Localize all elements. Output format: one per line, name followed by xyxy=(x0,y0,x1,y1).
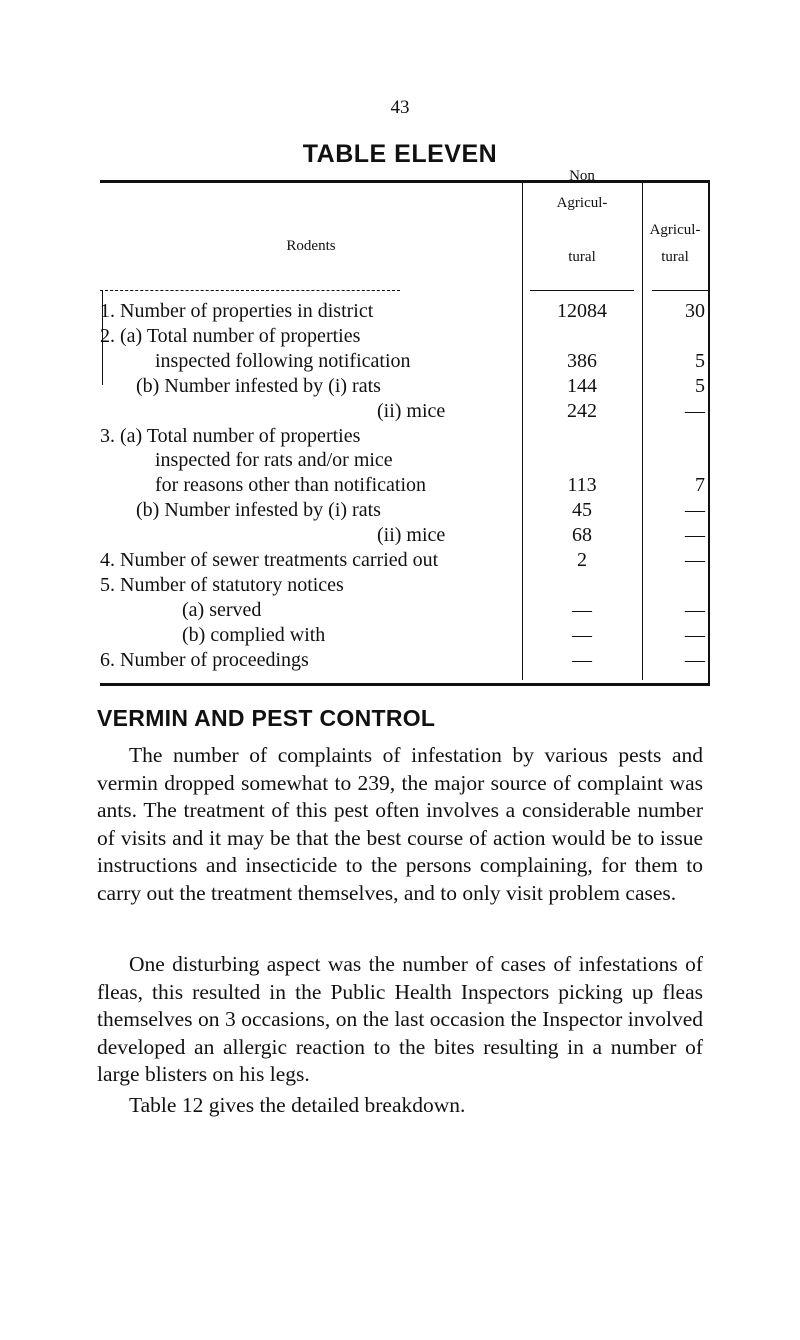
row-label: Number of proceedings xyxy=(120,648,309,671)
header-non-agricultural xyxy=(522,163,642,271)
row-label: (ii) mice xyxy=(377,524,446,547)
non-agricultural-value: 45 xyxy=(572,499,592,522)
header-non-agricultural-line: Agricul- xyxy=(556,195,608,211)
agricultural-value: 5 xyxy=(695,374,705,397)
agricultural-value: — xyxy=(685,598,705,621)
non-agricultural-value: 2 xyxy=(577,549,587,571)
agricultural-value: — xyxy=(685,524,705,547)
agricultural-value: 5 xyxy=(695,349,705,372)
row-number: 3. xyxy=(100,424,115,447)
header-underline xyxy=(100,290,400,292)
row-label: (ii) mice xyxy=(377,399,446,422)
paragraph: The number of complaints of infestation by various pests and vermin dropped somewhat to 239, the major source of complaint was ants. The treatment of this pest often involves a considerable number of visits and it may be that the best course of action would be to issue instructions and insecticide to the persons complaining, for them to carry out the treatment themselves, and to only visit problem cases. xyxy=(97,743,703,905)
row-label: (a) served xyxy=(182,598,262,621)
agricultural-value: 30 xyxy=(685,300,705,322)
header-agricultural-line: Agricul- xyxy=(649,222,701,238)
row-label: (a) Total number of properties xyxy=(120,324,361,347)
section-title: VERMIN AND PEST CONTROL xyxy=(97,705,436,731)
non-agricultural-value: 113 xyxy=(567,474,597,497)
agricultural-value: — xyxy=(685,399,705,422)
row-number: 4. xyxy=(100,549,115,571)
agricultural-value: — xyxy=(685,549,705,571)
agricultural-value: — xyxy=(685,648,705,671)
header-rodents: Rodents xyxy=(286,238,336,254)
header-underline xyxy=(530,290,634,291)
row-label: inspected for rats and/or mice xyxy=(155,449,393,472)
non-agricultural-value: 144 xyxy=(567,374,597,397)
agricultural-value: — xyxy=(685,499,705,522)
non-agricultural-value: 68 xyxy=(572,524,592,547)
row-number: 2. xyxy=(100,324,115,347)
non-agricultural-value: — xyxy=(572,623,592,646)
non-agricultural-value: — xyxy=(572,598,592,621)
row-label: (b) Number infested by (i) rats xyxy=(136,374,381,397)
agricultural-value: — xyxy=(685,623,705,646)
header-non-agricultural-line: tural xyxy=(568,249,596,265)
page-number: 43 xyxy=(390,97,410,118)
header-agricultural xyxy=(642,217,708,271)
header-non-agricultural-line: Non xyxy=(569,168,595,184)
paragraph: One disturbing aspect was the number of cases of infestations of fleas, this resulted in the Public Health Inspectors picking up fleas themselves on 3 occasions, on the last occasion the Inspector involved developed an allergic reaction to the bites resulting in a number of large blisters on his legs. xyxy=(97,952,703,1086)
agricultural-value: 7 xyxy=(695,474,705,497)
row-label: (b) complied with xyxy=(182,623,326,646)
non-agricultural-value: 386 xyxy=(567,349,597,372)
header-agricultural-line: tural xyxy=(661,249,689,265)
row-number: 5. xyxy=(100,573,115,596)
row-number: 6. xyxy=(100,648,115,671)
row-label: Number of statutory notices xyxy=(120,573,344,596)
non-agricultural-value: — xyxy=(572,648,592,671)
row-label: (b) Number infested by (i) rats xyxy=(136,499,381,522)
table-title: TABLE ELEVEN xyxy=(302,140,498,168)
non-agricultural-value: 12084 xyxy=(557,300,607,322)
row-label: Number of sewer treatments carried out xyxy=(120,549,439,571)
row-label: for reasons other than notification xyxy=(155,474,427,497)
rodents-table xyxy=(100,168,710,686)
paragraph: Table 12 gives the detailed breakdown. xyxy=(129,1093,466,1117)
row-number: 1. xyxy=(100,300,115,322)
row-label: Number of properties in district xyxy=(120,300,374,322)
row-label: inspected following notification xyxy=(155,349,411,372)
non-agricultural-value: 242 xyxy=(567,399,597,422)
row-label: (a) Total number of properties xyxy=(120,424,361,447)
header-underline xyxy=(652,290,708,291)
